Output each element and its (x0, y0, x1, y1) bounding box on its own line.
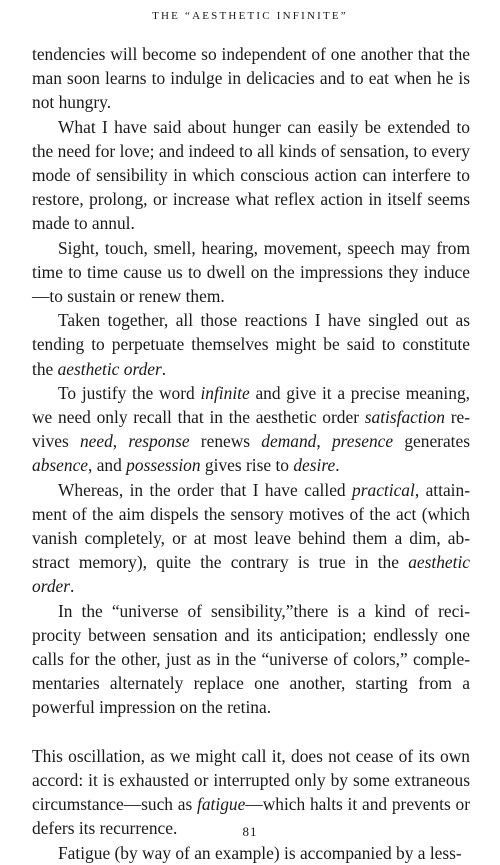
text-span: . (70, 576, 75, 597)
text-span: , (316, 431, 332, 452)
page-number: 81 (242, 824, 258, 839)
paragraph (32, 236, 470, 309)
text-span: , attainment of the aim dispels the sensory motives of the act (which vanish completely, or at most leave behind them a dim, abstract memory), quite the contrary is true in the (32, 479, 470, 573)
italic-text: desire (293, 455, 336, 476)
text-span: , (112, 431, 129, 452)
paragraph (32, 308, 470, 381)
text-span: , and (88, 455, 127, 476)
italic-text: presence (331, 431, 394, 452)
italic-text: practical (352, 479, 415, 500)
text-span: Whereas, in the order that I have called (58, 479, 353, 500)
text-span: Sight, touch, smell, hearing, movement, speech may from time to time cause us to dwell on the impressions they induce —to sustain or renew them. (32, 237, 470, 307)
italic-text: infinite (200, 382, 250, 403)
text-span: revives (32, 407, 471, 452)
body-text (32, 42, 470, 865)
text-span: and give it a precise meaning, we need only recall that in the aesthetic order (32, 382, 470, 428)
paragraph (32, 841, 470, 865)
text-span: Fatigue (by way of an example) is accompanied by a less- (58, 842, 462, 863)
text-span: gives rise to (200, 455, 294, 476)
paragraph (32, 478, 470, 599)
paragraph (32, 381, 470, 478)
italic-text: possession (126, 455, 201, 476)
italic-text: aesthetic order (57, 358, 162, 379)
text-span: To justify the word (58, 382, 201, 403)
paragraph (32, 599, 470, 720)
text-span: . (161, 358, 167, 379)
text-span: generates (393, 431, 470, 452)
text-span: tendencies will become so independent of one another that the man soon learns to indulge in delicacies and to eat when he is not hungry. (32, 44, 470, 113)
italic-text: fatigue (197, 794, 246, 815)
italic-text: need (79, 431, 113, 452)
text-span: Taken together, all those reactions I have singled out as tending to perpetuate themselves might be said to constitute the (32, 310, 470, 379)
text-span: This oscillation, as we might call it, does not cease of its own accord: it is exhausted or interrupted only by some extraneous circumstance—such as (32, 745, 470, 815)
paragraph (32, 42, 470, 115)
text-span: renews (189, 431, 262, 452)
italic-text: response (128, 431, 190, 452)
italic-text: satisfaction (364, 407, 445, 428)
text-span: In the “universe of sensibility,”there is a kind of reciprocity between sensation and its anticipation; endlessly one calls for the other, just as in the “universe of colors,” complementaries alternately replace one another, starting from a powerful impression on the retina. (32, 600, 470, 718)
italic-text: absence (32, 455, 89, 476)
paragraph (32, 115, 470, 236)
italic-text: aesthetic order (32, 552, 470, 597)
italic-text: demand (261, 431, 317, 452)
running-head: THE “AESTHETIC INFINITE” (152, 10, 348, 22)
text-span: . (335, 455, 340, 476)
text-span: —which halts it and prevents or defers its recurrence. (32, 794, 470, 839)
text-span: What I have said about hunger can easily be extended to the need for love; and indeed to all kinds of sensation, to every mode of sensibility in which conscious action can interfere to restore, prolong, or increase what reflex action in itself seems made to annul. (32, 116, 470, 234)
